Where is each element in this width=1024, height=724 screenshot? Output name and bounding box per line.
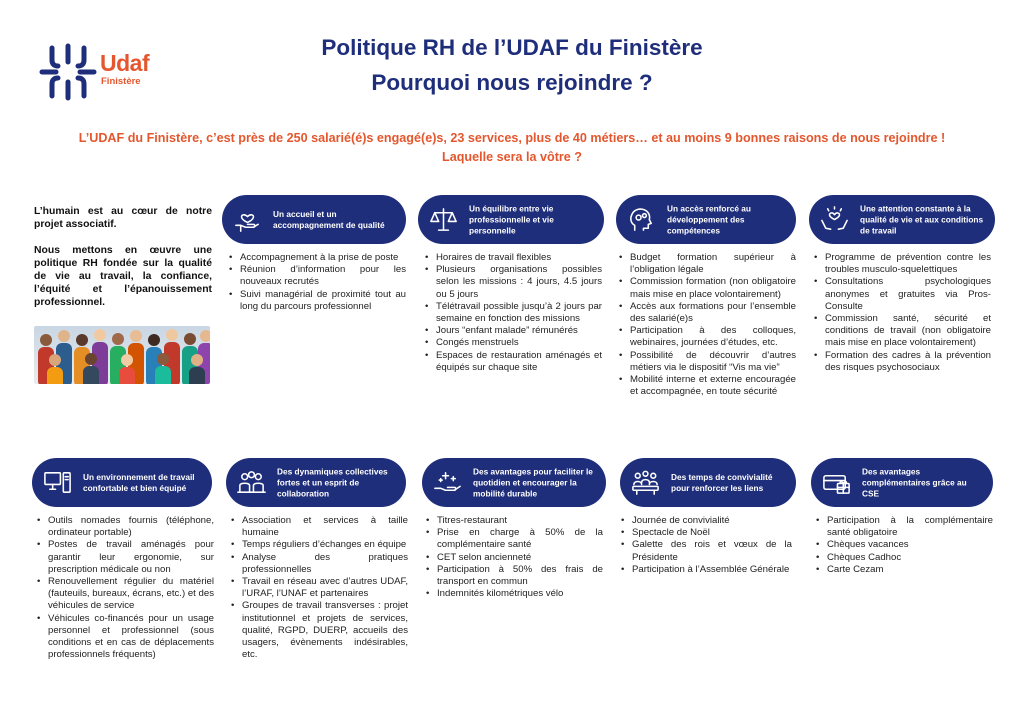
balance-scale-icon: [428, 204, 459, 235]
list-item: • Carte Cezam: [815, 564, 993, 576]
intro-headline-line1: L’UDAF du Finistère, c’est près de 250 salarié(é)s engagé(e)s, 23 services, plus de 40 métiers… et au moins 9 bonnes raisons de nous rejoindre !: [78, 131, 946, 145]
intro-text: [34, 205, 212, 322]
list-item: • Suivi managérial de proximité tout au long du parcours professionnel: [228, 289, 406, 313]
list-item: • Analyse des pratiques professionnelles: [230, 552, 408, 576]
list-item: • Possibilité de découvrir d’autres métiers via le dispositif “Vis ma vie”: [618, 350, 796, 374]
crowd-illustration: [34, 326, 210, 384]
list-item: • Outils nomades fournis (téléphone, ordinateur portable): [36, 515, 214, 539]
list-item: • Participation à l’Assemblée Générale: [620, 564, 792, 576]
list-item: • Consultations psychologiques anonymes et gratuites via Pros-Consulte: [813, 276, 991, 313]
list-competences: [618, 252, 796, 398]
list-item: • Congés menstruels: [424, 337, 602, 349]
list-item: • Espaces de restauration aménagés et équipés sur chaque site: [424, 350, 602, 374]
list-convivialite: [620, 515, 792, 576]
pill-accueil: [222, 195, 406, 244]
pill-cse: [811, 458, 993, 507]
pill-label: Des avantages pour faciliter le quotidien et encourager la mobilité durable: [473, 466, 593, 498]
logo-name: Udaf: [100, 50, 150, 76]
list-cse: [815, 515, 993, 576]
list-item: • Groupes de travail transverses : projet institutionnel et projets de services, qualité, RGPD, DUERP, accueils des usagers, évènements indésirables, etc.: [230, 600, 408, 661]
gift-card-icon: [821, 467, 852, 498]
pill-convivialite: [620, 458, 796, 507]
pill-label: Un accueil et un accompagnement de qualité: [273, 208, 385, 230]
pill-avantages-quotidien: [422, 458, 606, 507]
list-dynamiques: [230, 515, 408, 661]
list-item: • Réunion d’information pour les nouveaux recrutés: [228, 264, 406, 288]
list-item: • CET selon ancienneté: [425, 552, 603, 564]
logo-subtitle: Finistère: [101, 76, 141, 87]
pill-label: Des avantages complémentaires grâce au CSE: [862, 466, 967, 498]
intro-headline: [20, 129, 1004, 167]
list-accueil: [228, 252, 406, 313]
intro-headline-line2: Laquelle sera la vôtre ?: [442, 150, 582, 164]
list-item: • Indemnités kilométriques vélo: [425, 588, 603, 600]
pill-label: Une attention constante à la qualité de vie et aux conditions de travail: [860, 203, 984, 235]
list-item: • Galette des rois et vœux de la Présidente: [620, 539, 792, 563]
list-item: • Horaires de travail flexibles: [424, 252, 602, 264]
hands-heart-icon: [819, 204, 850, 235]
hand-holding-heart-icon: [232, 204, 263, 235]
intro-paragraph-1: L’humain est au cœur de notre projet associatif.: [34, 206, 212, 230]
hand-sparkle-icon: [432, 467, 463, 498]
pill-label: Un accès renforcé au développement des compétences: [667, 203, 751, 235]
head-gears-icon: [626, 204, 657, 235]
list-item: • Travail en réseau avec d’autres UDAF, l’URAF, l’UNAF et partenaires: [230, 576, 408, 600]
list-item: • Véhicules co-financés pour un usage personnel et professionnel (sous conditions et en cas de déplacements professionnels fréquents): [36, 613, 214, 662]
list-item: • Temps réguliers d’échanges en équipe: [230, 539, 408, 551]
list-item: • Accompagnement à la prise de poste: [228, 252, 406, 264]
list-item: • Télétravail possible jusqu’à 2 jours par semaine en fonction des missions: [424, 301, 602, 325]
logo-mark-icon: [38, 42, 98, 102]
pill-qvt: [809, 195, 995, 244]
pill-equilibre: [418, 195, 604, 244]
list-item: • Postes de travail aménagés pour garantir leur ergonomie, sur prescription médicale ou non: [36, 539, 214, 576]
list-qvt: [813, 252, 991, 374]
list-item: • Formation des cadres à la prévention des risques psychosociaux: [813, 350, 991, 374]
intro-paragraph-2: Nous mettons en œuvre une politique RH fondée sur la qualité de vie au travail, la confiance, l’équité et l’épanouissement professionnel.: [34, 245, 212, 308]
computer-icon: [42, 467, 73, 498]
list-item: • Journée de convivialité: [620, 515, 792, 527]
list-item: • Association et services à taille humaine: [230, 515, 408, 539]
list-item: • Commission formation (non obligatoire mais mise en place volontairement): [618, 276, 796, 300]
list-item: • Participation à des colloques, webinaires, journées d’études, etc.: [618, 325, 796, 349]
list-item: • Jours “enfant malade” rémunérés: [424, 325, 602, 337]
pill-label: Des dynamiques collectives fortes et un esprit de collaboration: [277, 466, 388, 498]
list-item: • Participation à 50% des frais de transport en commun: [425, 564, 603, 588]
pill-label: Un équilibre entre vie professionnelle et vie personnelle: [469, 203, 554, 235]
list-item: • Spectacle de Noël: [620, 527, 792, 539]
list-avantages-quotidien: [425, 515, 603, 600]
list-item: • Commission santé, sécurité et conditions de travail (non obligatoire mais mise en place volontairement): [813, 313, 991, 350]
pill-label: Un environnement de travail confortable et bien équipé: [83, 471, 195, 493]
list-equilibre: [424, 252, 602, 374]
list-item: • Programme de prévention contre les troubles musculo-squelettiques: [813, 252, 991, 276]
pill-environnement: [32, 458, 212, 507]
list-item: • Chèques Cadhoc: [815, 552, 993, 564]
page-subtitle-question: Pourquoi nous rejoindre ?: [371, 70, 653, 95]
pill-dynamiques: [226, 458, 406, 507]
meeting-icon: [630, 467, 661, 498]
list-item: • Renouvellement régulier du matériel (fauteuils, bureaux, écrans, etc.) et des véhicules de service: [36, 576, 214, 613]
list-item: • Participation à la complémentaire santé obligatoire: [815, 515, 993, 539]
list-item: • Plusieurs organisations possibles selon les missions : 4 jours, 4.5 jours ou 5 jours: [424, 264, 602, 301]
list-item: • Budget formation supérieur à l’obligation légale: [618, 252, 796, 276]
list-item: • Chèques vacances: [815, 539, 993, 551]
list-item: • Accès aux formations pour l’ensemble des salarié(e)s: [618, 301, 796, 325]
page-title: Politique RH de l’UDAF du Finistère: [321, 35, 703, 60]
pill-competences: [616, 195, 796, 244]
udaf-logo: [38, 42, 168, 102]
list-item: • Prise en charge à 50% de la complémentaire santé: [425, 527, 603, 551]
pill-label: Des temps de convivialité pour renforcer les liens: [671, 471, 773, 493]
list-item: • Mobilité interne et externe encouragée et accompagnée, en toute sécurité: [618, 374, 796, 398]
list-environnement: [36, 515, 214, 661]
list-item: • Titres-restaurant: [425, 515, 603, 527]
team-icon: [236, 467, 267, 498]
